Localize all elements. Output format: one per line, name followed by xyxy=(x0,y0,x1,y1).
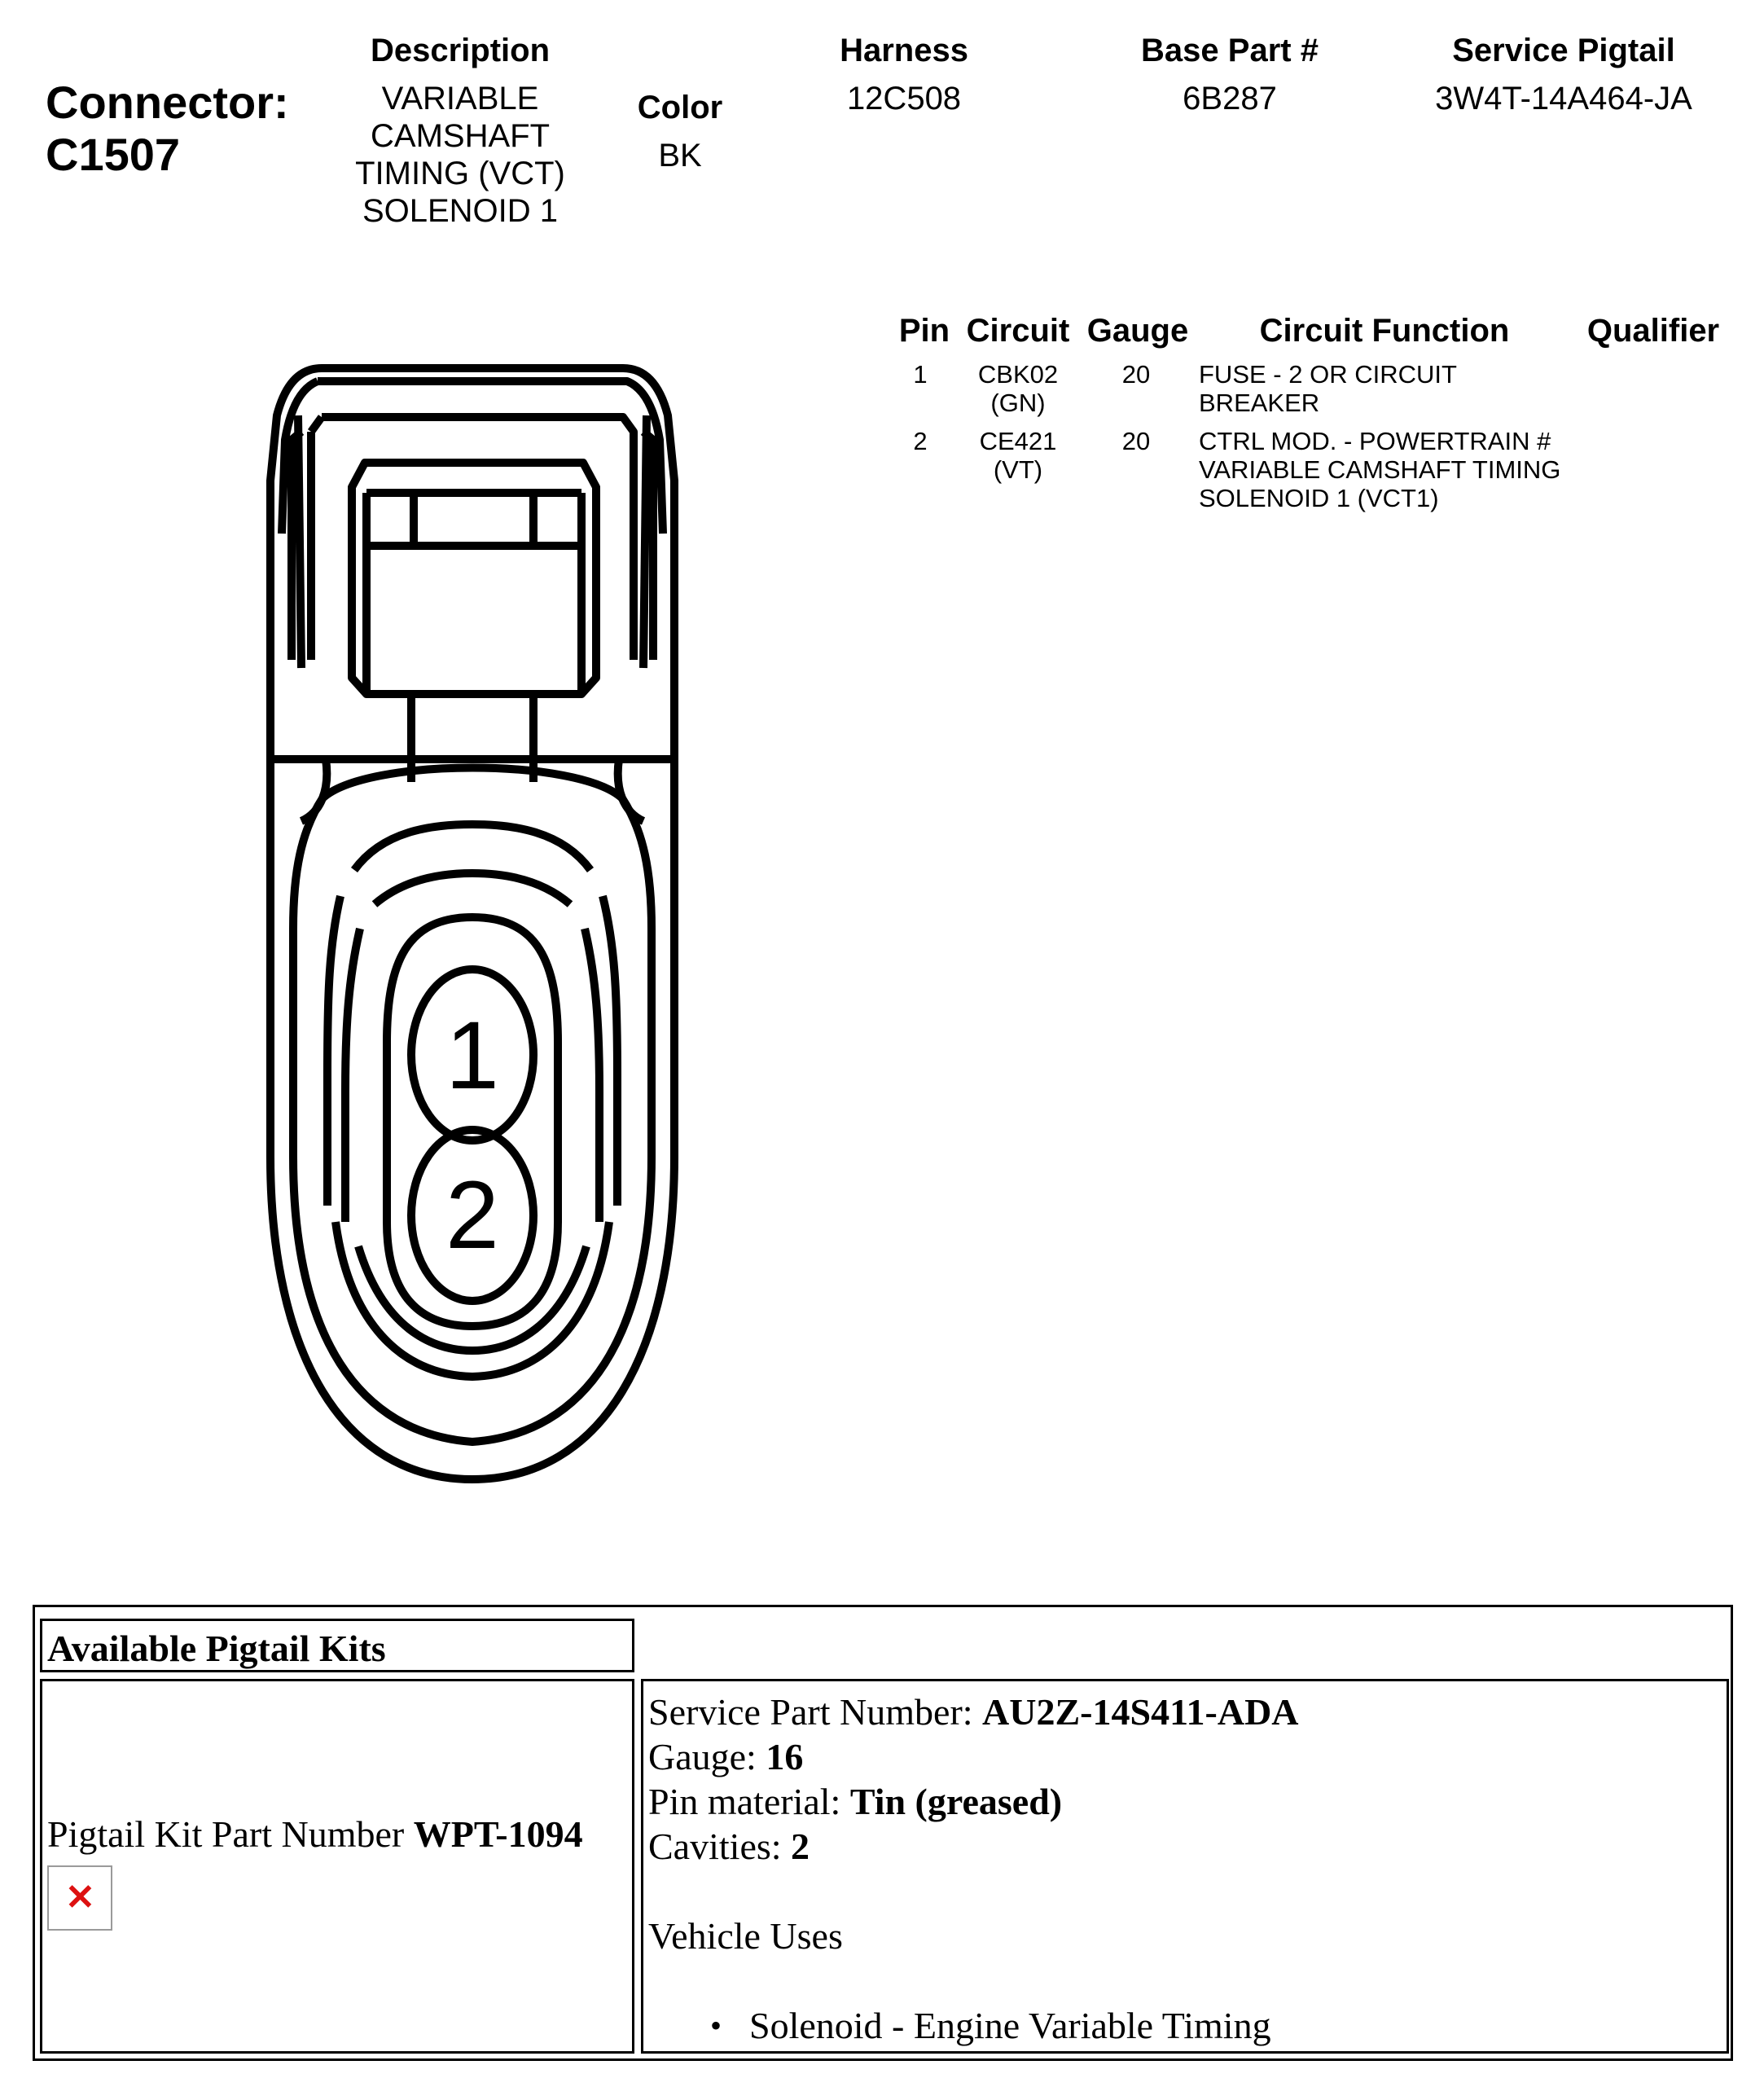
circuit-code: CBK02 xyxy=(977,360,1059,389)
list-item: • Solenoid - Engine Variable Timing xyxy=(749,2003,1299,2048)
pigtail-title-cell xyxy=(40,1619,634,1672)
description-line: CAMSHAFT xyxy=(371,118,550,154)
pigtail-kit-number: WPT-1094 xyxy=(413,1813,583,1855)
vehicle-uses-list xyxy=(749,2003,1299,2048)
connector-label: Connector: xyxy=(46,77,289,128)
base-part-value: 6B287 xyxy=(1183,81,1277,116)
gauge-column-header: Gauge xyxy=(1086,313,1189,349)
circuit-code: CE421 xyxy=(979,427,1057,455)
pigtail-kits-section xyxy=(33,1605,1733,2061)
table-row-1-function xyxy=(1199,360,1606,417)
cavities-line xyxy=(648,1824,1299,1869)
circuit-color: (VT) xyxy=(993,455,1043,484)
function-line: SOLENOID 1 (VCT1) xyxy=(1199,484,1439,512)
table-row-1-gauge: 20 xyxy=(1121,360,1151,389)
pigtail-kit-cell xyxy=(40,1679,634,2054)
connector-title xyxy=(46,77,289,181)
connector-face-diagram xyxy=(244,342,700,1499)
service-pigtail-value: 3W4T-14A464-JA xyxy=(1435,81,1692,116)
description-header: Description xyxy=(370,33,551,68)
pigtail-details-cell xyxy=(641,1679,1729,2054)
gauge-line xyxy=(648,1734,1299,1779)
function-line: CTRL MOD. - POWERTRAIN # xyxy=(1199,427,1551,455)
table-row-2-pin: 2 xyxy=(913,427,928,455)
description-value xyxy=(326,80,595,230)
table-row-2-gauge: 20 xyxy=(1121,427,1151,455)
pigtail-title: Available Pigtail Kits xyxy=(47,1628,386,1669)
table-row-2-circuit xyxy=(961,427,1075,484)
gauge-value: 16 xyxy=(766,1736,804,1777)
circuit-function-column-header: Circuit Function xyxy=(1259,313,1510,349)
circuit-column-header: Circuit xyxy=(966,313,1070,349)
table-row-1-circuit xyxy=(961,360,1075,417)
gauge-label: Gauge: xyxy=(648,1736,757,1777)
pigtail-kit-line xyxy=(47,1812,583,1856)
description-line: TIMING (VCT) xyxy=(355,156,565,191)
cavities-value: 2 xyxy=(791,1826,810,1867)
service-part-line xyxy=(648,1689,1299,1734)
harness-header: Harness xyxy=(840,33,968,68)
pin-material-label: Pin material: xyxy=(648,1781,841,1822)
function-line: FUSE - 2 OR CIRCUIT xyxy=(1199,360,1457,389)
connector-id: C1507 xyxy=(46,129,181,180)
pin-label-1: 1 xyxy=(445,1002,499,1109)
function-line: VARIABLE CAMSHAFT TIMING xyxy=(1199,455,1561,484)
pin-label-2: 2 xyxy=(445,1162,499,1269)
cavities-label: Cavities: xyxy=(648,1826,782,1867)
service-part-label: Service Part Number: xyxy=(648,1691,973,1733)
harness-value: 12C508 xyxy=(846,81,962,116)
description-line: VARIABLE xyxy=(381,81,539,116)
base-part-header: Base Part # xyxy=(1141,33,1319,68)
description-line: SOLENOID 1 xyxy=(362,193,559,229)
pigtail-kit-label: Pigtail Kit Part Number xyxy=(47,1813,405,1855)
latch-block xyxy=(352,463,596,694)
pin-material-value: Tin (greased) xyxy=(849,1781,1063,1822)
qualifier-column-header: Qualifier xyxy=(1586,313,1720,349)
service-pigtail-header: Service Pigtail xyxy=(1452,33,1675,68)
color-header: Color xyxy=(637,90,723,125)
service-part-value: AU2Z-14S411-ADA xyxy=(982,1691,1299,1733)
pigtail-details xyxy=(648,1689,1299,2048)
function-line: BREAKER xyxy=(1199,389,1320,417)
color-value: BK xyxy=(658,138,702,174)
circuit-color: (GN) xyxy=(990,389,1046,417)
pin-column-header: Pin xyxy=(898,313,950,349)
broken-image-icon: ✕ xyxy=(47,1865,112,1931)
vehicle-uses-label: Vehicle Uses xyxy=(648,1915,843,1957)
pin-material-line xyxy=(648,1779,1299,1824)
table-row-1-pin: 1 xyxy=(913,360,928,389)
table-row-2-function xyxy=(1199,427,1622,512)
